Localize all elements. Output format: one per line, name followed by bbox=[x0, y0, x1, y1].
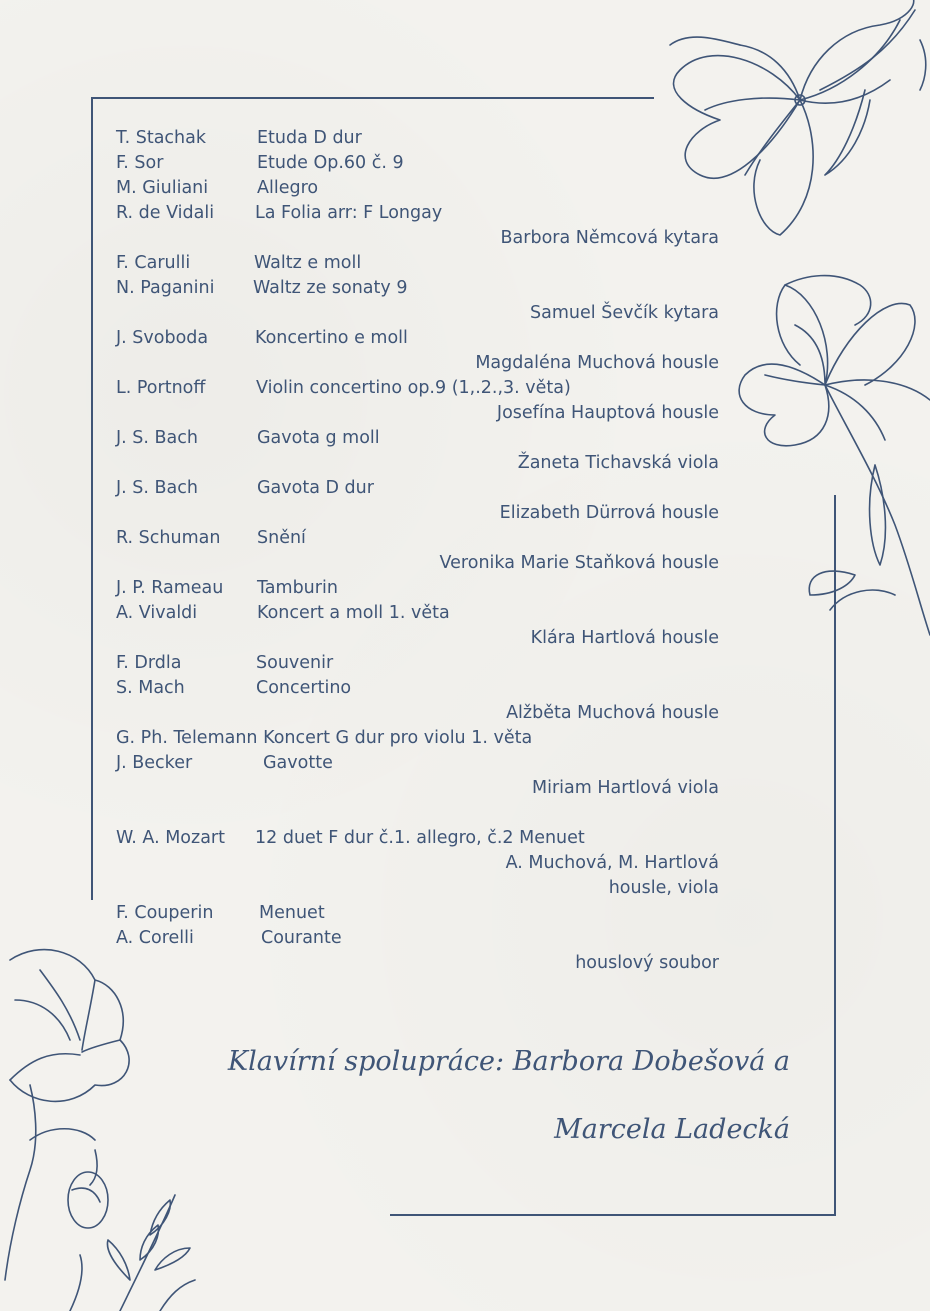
composer-name: S. Mach bbox=[116, 678, 185, 698]
program-row bbox=[116, 251, 719, 276]
program-row bbox=[116, 226, 719, 251]
piece-title: Allegro bbox=[257, 178, 319, 198]
composer-name: R. de Vidali bbox=[116, 203, 215, 223]
program-row bbox=[116, 126, 719, 151]
composer-name: J. S. Bach bbox=[116, 428, 198, 448]
piece-title: Etuda D dur bbox=[257, 128, 362, 148]
program-row bbox=[116, 801, 719, 826]
floral-right-icon bbox=[725, 265, 930, 635]
piece-title: Koncertino e moll bbox=[255, 328, 408, 348]
program-row bbox=[116, 901, 719, 926]
performer-name: Žaneta Tichavská viola bbox=[517, 453, 719, 473]
piece-title: Waltz e moll bbox=[254, 253, 362, 273]
program-row bbox=[116, 201, 719, 226]
performer-name: Josefína Hauptová housle bbox=[496, 403, 719, 423]
program-row bbox=[116, 526, 719, 551]
composer-name: A. Corelli bbox=[116, 928, 194, 948]
composer-name: M. Giuliani bbox=[116, 178, 209, 198]
composer-name: J. Svoboda bbox=[116, 328, 209, 348]
program-row bbox=[116, 276, 719, 301]
program-row bbox=[116, 876, 719, 901]
floral-bottom-left-icon bbox=[0, 940, 200, 1311]
program-row bbox=[116, 351, 719, 376]
program-row bbox=[116, 376, 719, 401]
program-row bbox=[116, 951, 719, 976]
piece-title: Waltz ze sonaty 9 bbox=[253, 278, 408, 298]
program-row bbox=[116, 176, 719, 201]
piece-title: Gavota D dur bbox=[257, 478, 374, 498]
program-row bbox=[116, 676, 719, 701]
performer-name: houslový soubor bbox=[575, 953, 719, 973]
program-row bbox=[116, 926, 719, 951]
program-row bbox=[116, 451, 719, 476]
performer-name: Barbora Němcová kytara bbox=[500, 228, 719, 248]
piece-title: Menuet bbox=[259, 903, 325, 923]
performer-name: Klára Hartlová housle bbox=[530, 628, 719, 648]
performer-name: Samuel Ševčík kytara bbox=[530, 303, 719, 323]
program-row bbox=[116, 826, 719, 851]
program-row bbox=[116, 751, 719, 776]
program-row bbox=[116, 476, 719, 501]
piece-title: La Folia arr: F Longay bbox=[255, 203, 443, 223]
program-row bbox=[116, 551, 719, 576]
piece-title: Violin concertino op.9 (1,.2.,3. věta) bbox=[256, 378, 571, 398]
piece-title: Snění bbox=[257, 528, 306, 548]
frame-line-bottom bbox=[390, 1214, 836, 1216]
program-row bbox=[116, 626, 719, 651]
piece-title: Etude Op.60 č. 9 bbox=[257, 153, 404, 173]
piece-title: Koncert a moll 1. věta bbox=[257, 603, 450, 623]
composer-name: W. A. Mozart bbox=[116, 828, 225, 848]
frame-line-top bbox=[91, 97, 654, 99]
performer-name: housle, viola bbox=[608, 878, 719, 898]
composer-name: J. P. Rameau bbox=[116, 578, 224, 598]
program-row bbox=[116, 651, 719, 676]
piece-title: 12 duet F dur č.1. allegro, č.2 Menuet bbox=[255, 828, 585, 848]
composer-name: F. Carulli bbox=[116, 253, 191, 273]
performer-name: Elizabeth Dürrová housle bbox=[499, 503, 719, 523]
piece-title: Souvenir bbox=[256, 653, 334, 673]
program-row bbox=[116, 726, 719, 751]
program-row bbox=[116, 576, 719, 601]
performer-name: Alžběta Muchová housle bbox=[506, 703, 719, 723]
piano-credit-line-1: Klavírní spolupráce: Barbora Dobešová a bbox=[227, 1046, 790, 1077]
piece-title: Tamburin bbox=[257, 578, 338, 598]
composer-name: L. Portnoff bbox=[116, 378, 206, 398]
performer-name: Magdaléna Muchová housle bbox=[475, 353, 719, 373]
composer-name: N. Paganini bbox=[116, 278, 215, 298]
program-row bbox=[116, 301, 719, 326]
composer-name: J. S. Bach bbox=[116, 478, 198, 498]
composer-name: J. Becker bbox=[116, 753, 193, 773]
piano-credit-line-2: Marcela Ladecká bbox=[554, 1114, 790, 1145]
performer-name: Veronika Marie Staňková housle bbox=[439, 553, 719, 573]
piece-title: Gavota g moll bbox=[257, 428, 380, 448]
performer-name: A. Muchová, M. Hartlová bbox=[505, 853, 719, 873]
composer-name: A. Vivaldi bbox=[116, 603, 198, 623]
program-row bbox=[116, 151, 719, 176]
program-row bbox=[116, 426, 719, 451]
program-list bbox=[116, 126, 719, 976]
composer-name: T. Stachak bbox=[116, 128, 207, 148]
piece-title: Gavotte bbox=[263, 753, 333, 773]
composer-name: R. Schuman bbox=[116, 528, 221, 548]
composer-name: G. Ph. Telemann Koncert G dur pro violu 1. věta bbox=[116, 728, 533, 748]
program-row bbox=[116, 601, 719, 626]
composer-name: F. Sor bbox=[116, 153, 164, 173]
program-row bbox=[116, 326, 719, 351]
program-row bbox=[116, 501, 719, 526]
program-row bbox=[116, 401, 719, 426]
performer-name: Miriam Hartlová viola bbox=[531, 778, 719, 798]
frame-line-left bbox=[91, 97, 93, 900]
program-row bbox=[116, 776, 719, 801]
piece-title: Courante bbox=[261, 928, 342, 948]
piece-title: Concertino bbox=[256, 678, 352, 698]
composer-name: F. Drdla bbox=[116, 653, 182, 673]
program-row bbox=[116, 701, 719, 726]
program-row bbox=[116, 851, 719, 876]
composer-name: F. Couperin bbox=[116, 903, 214, 923]
